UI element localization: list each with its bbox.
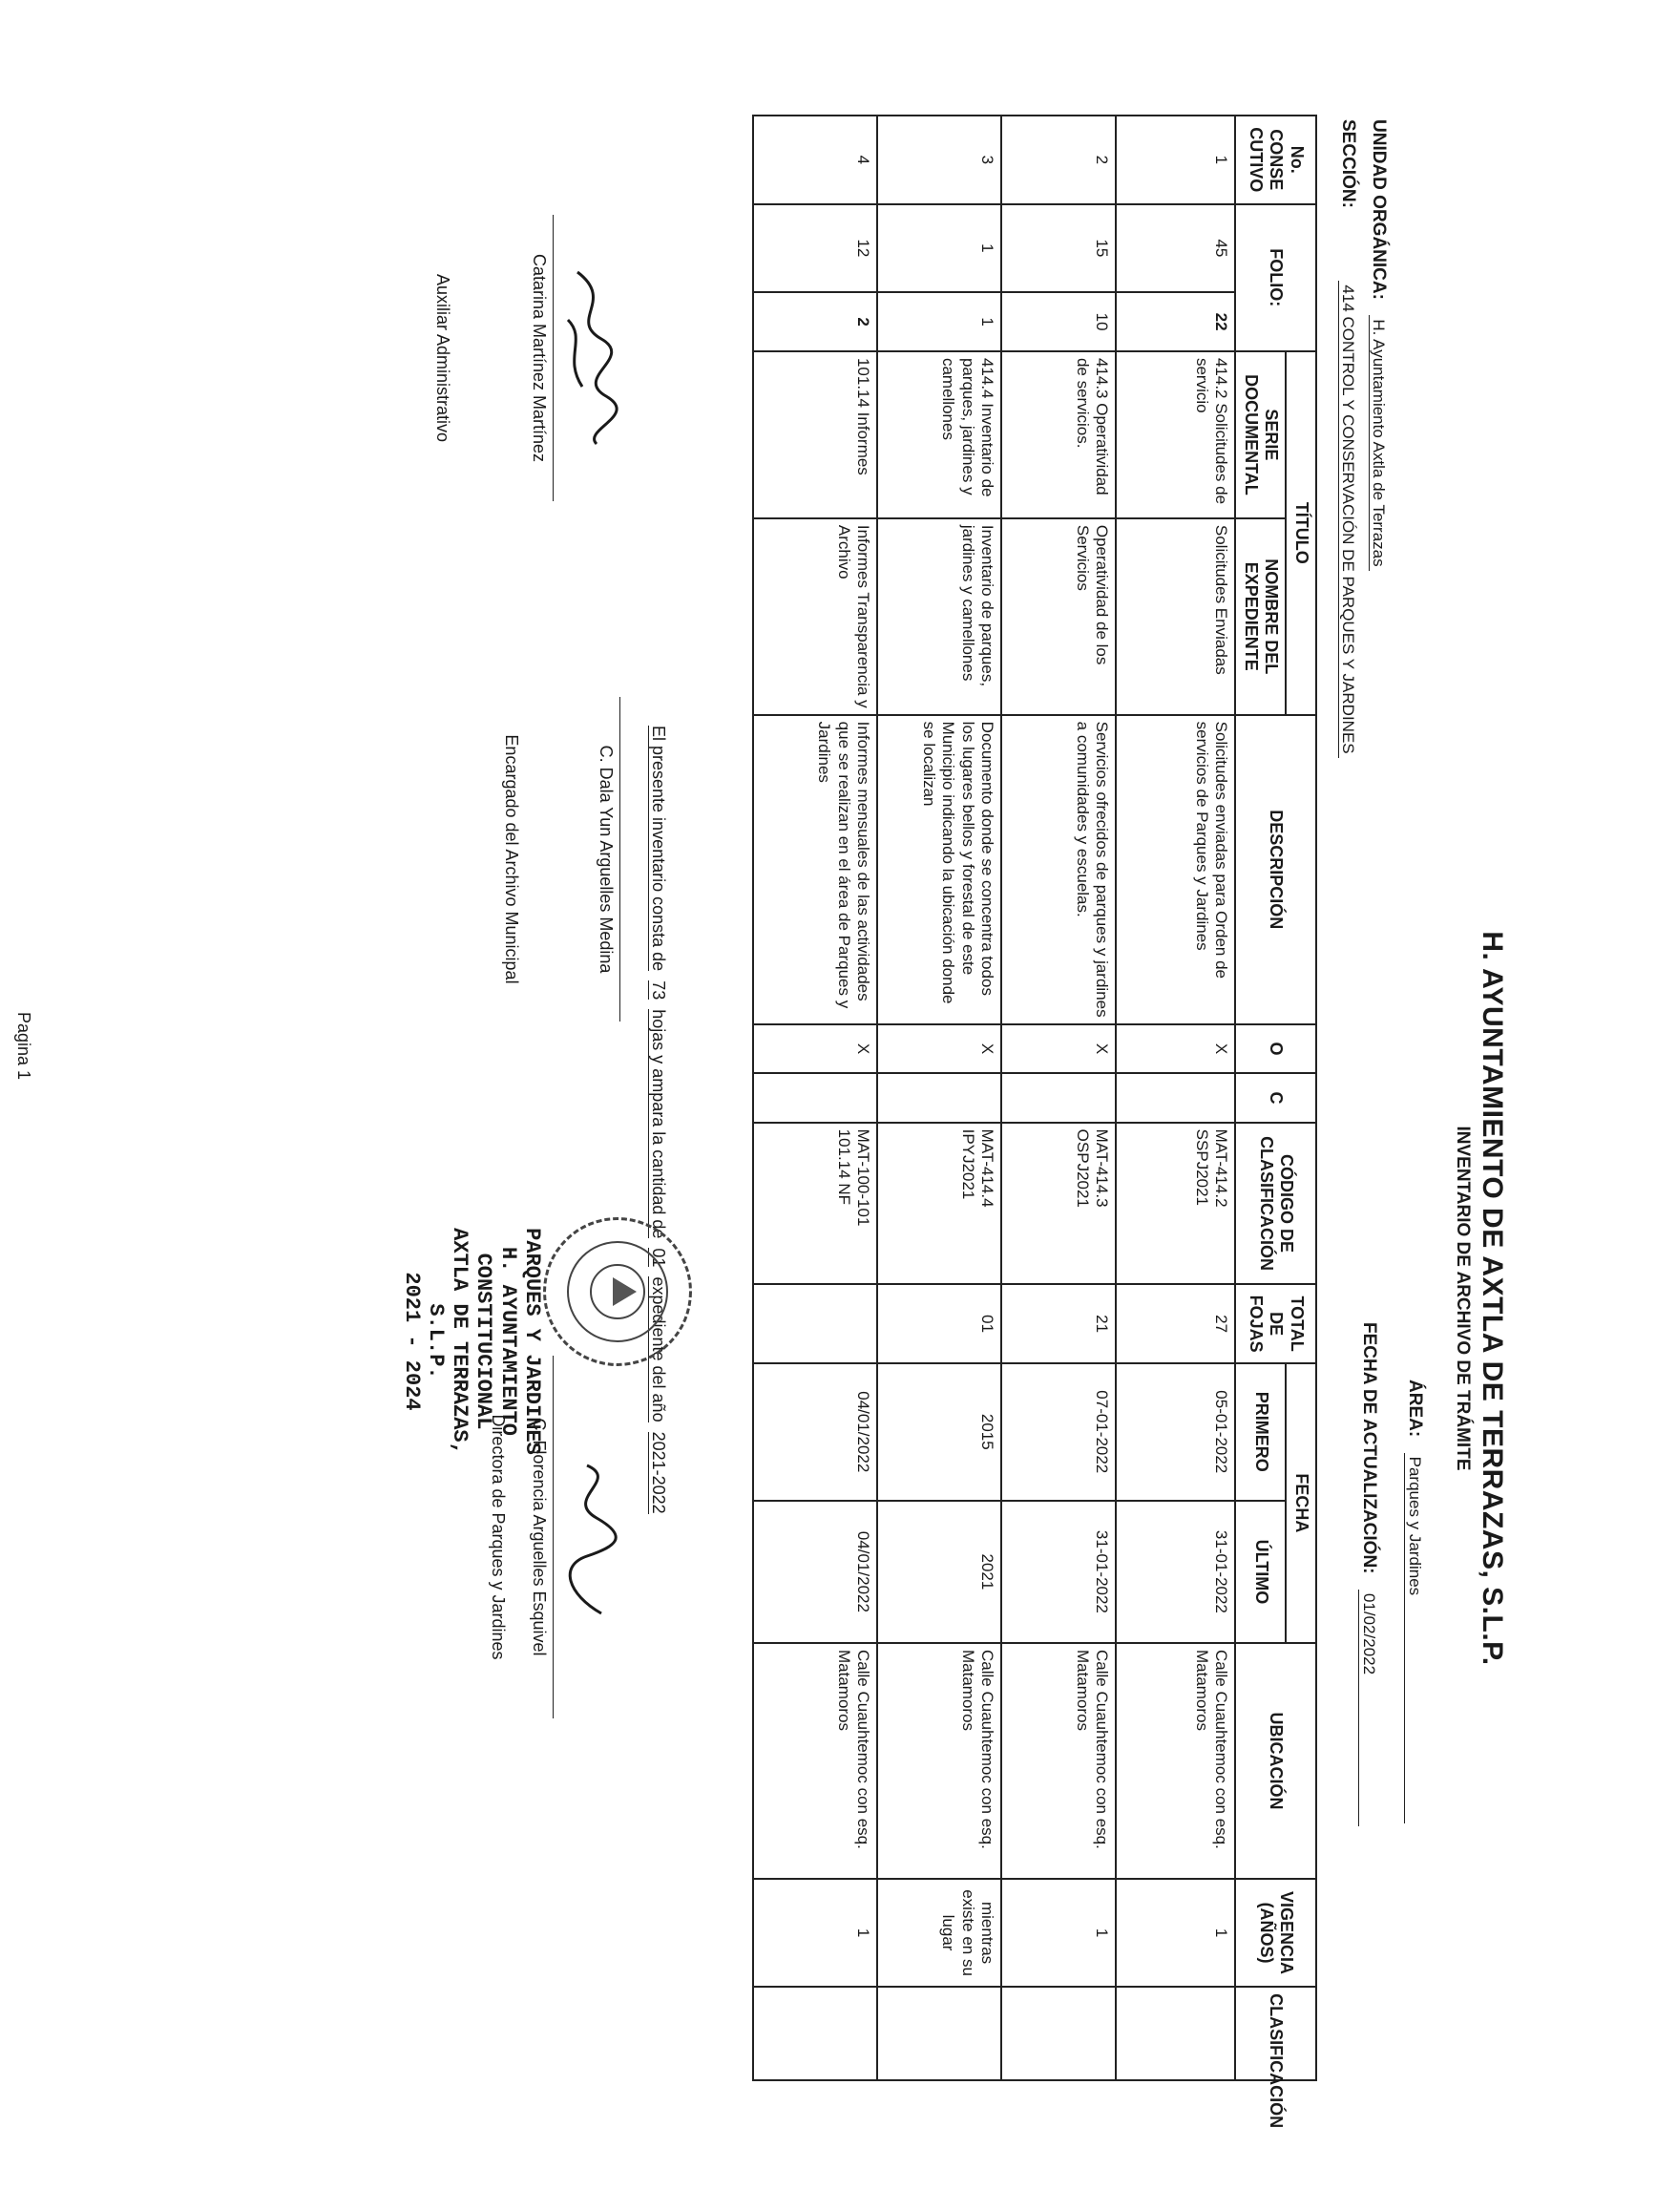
cell-c bbox=[1001, 1073, 1116, 1122]
signature-block-auxiliar bbox=[432, 215, 625, 501]
area-value: Parques y Jardines bbox=[1404, 1453, 1424, 1823]
cell-c bbox=[1116, 1073, 1235, 1122]
col-ubicacion: UBICACIÓN bbox=[1235, 1643, 1316, 1879]
col-nombre: NOMBRE DEL EXPEDIENTE bbox=[1235, 518, 1286, 715]
stamp-line: H. AYUNTAMIENTO bbox=[495, 1246, 520, 1437]
col-total: TOTAL DE FOJAS bbox=[1235, 1284, 1316, 1362]
cell-vigencia: mientras existe en su lugar bbox=[877, 1879, 1001, 1987]
note-prefix: El presente inventario consta de bbox=[649, 726, 668, 972]
cell-nombre: Inventario de parques, jardines y camellones bbox=[877, 518, 1001, 715]
cell-ultimo: 31-01-2022 bbox=[1116, 1501, 1235, 1643]
cell-clasificacion bbox=[1116, 1987, 1235, 2080]
cell-o: X bbox=[1001, 1024, 1116, 1073]
cell-total bbox=[753, 1284, 877, 1362]
note-hojas: 73 bbox=[649, 980, 668, 1001]
unidad-row bbox=[1368, 119, 1389, 571]
cell-serie: 101.14 Informes bbox=[753, 351, 877, 518]
table-row bbox=[877, 116, 1001, 2080]
cell-primero: 07-01-2022 bbox=[1001, 1363, 1116, 1501]
signature-role: Auxiliar Administrativo bbox=[433, 273, 452, 443]
cell-folio-b: 2 bbox=[753, 292, 877, 351]
cell-no: 2 bbox=[1001, 116, 1116, 204]
col-folio: FOLIO: bbox=[1235, 204, 1316, 351]
stamp-line: AXTLA DE TERRAZAS, S.L.P. bbox=[423, 1228, 472, 1455]
fecha-label: FECHA DE ACTUALIZACIÓN: bbox=[1359, 1322, 1379, 1574]
signature-role: Directora de Parques y Jardines bbox=[489, 1414, 508, 1660]
cell-descripcion: Informes mensuales de las actividades que se realizan en el área de Parques y Jardines bbox=[753, 715, 877, 1024]
cell-nombre: Solicitudes Enviadas bbox=[1116, 518, 1235, 715]
cell-no: 3 bbox=[877, 116, 1001, 204]
cell-serie: 414.3 Operatividad de servicios. bbox=[1001, 351, 1116, 518]
cell-primero: 05-01-2022 bbox=[1116, 1363, 1235, 1501]
col-vigencia: VIGENCIA (AÑOS) bbox=[1235, 1879, 1316, 1987]
cell-nombre: Operatividad de los Servicios bbox=[1001, 518, 1116, 715]
col-fecha: FECHA bbox=[1286, 1363, 1316, 1643]
note-suffix: expediente del año bbox=[649, 1276, 668, 1422]
cell-serie: 414.2 Solicitudes de servicio bbox=[1116, 351, 1235, 518]
seccion-value: 414 CONTROL Y CONSERVACIÓN DE PARQUES Y JARDINES bbox=[1338, 281, 1357, 757]
area-row bbox=[1404, 1380, 1425, 1823]
cell-ubicacion: Calle Cuauhtemoc con esq. Matamoros bbox=[753, 1643, 877, 1879]
stamp-line: 2021 - 2024 bbox=[399, 1272, 424, 1411]
seal-emblem-icon bbox=[560, 1234, 675, 1349]
cell-vigencia: 1 bbox=[1001, 1879, 1116, 1987]
area-label: ÁREA: bbox=[1405, 1380, 1425, 1438]
table-header-row bbox=[1286, 116, 1316, 2080]
cell-folio-b: 22 bbox=[1116, 292, 1235, 351]
col-descripcion: DESCRIPCIÓN bbox=[1235, 715, 1316, 1024]
handwritten-signature bbox=[558, 1451, 625, 1623]
cell-ultimo: 2021 bbox=[877, 1501, 1001, 1643]
cell-folio-a: 12 bbox=[753, 204, 877, 293]
note-anio: 2021-2022 bbox=[649, 1431, 668, 1514]
cell-ultimo: 04/01/2022 bbox=[753, 1501, 877, 1643]
cell-serie: 414.4 Inventario de parques, jardines y camellones bbox=[877, 351, 1001, 518]
cell-ultimo: 31-01-2022 bbox=[1001, 1501, 1116, 1643]
stamp-line: CONSTITUCIONAL bbox=[472, 1253, 496, 1430]
cell-ubicacion: Calle Cuauhtemoc con esq. Matamoros bbox=[1001, 1643, 1116, 1879]
cell-no: 1 bbox=[1116, 116, 1235, 204]
page-number: Pagina 1 bbox=[14, 1012, 33, 1081]
col-titulo: TÍTULO bbox=[1286, 351, 1316, 715]
col-no: No. CONSE CUTIVO bbox=[1235, 116, 1316, 204]
inventory-note bbox=[648, 726, 668, 1514]
cell-vigencia: 1 bbox=[1116, 1879, 1235, 1987]
cell-o: X bbox=[753, 1024, 877, 1073]
cell-o: X bbox=[1116, 1024, 1235, 1073]
cell-ubicacion: Calle Cuauhtemoc con esq. Matamoros bbox=[1116, 1643, 1235, 1879]
cell-primero: 2015 bbox=[877, 1363, 1001, 1501]
cell-folio-a: 15 bbox=[1001, 204, 1116, 293]
official-seal bbox=[543, 1217, 692, 1366]
cell-c bbox=[877, 1073, 1001, 1122]
fecha-value: 01/02/2022 bbox=[1358, 1590, 1378, 1826]
cell-codigo: MAT-414.4 IPYJ2021 bbox=[877, 1123, 1001, 1285]
cell-descripcion: Servicios ofrecidos de parques y jardines a comunidades y escuelas. bbox=[1001, 715, 1116, 1024]
note-expedientes: 01 bbox=[649, 1248, 668, 1268]
table-row bbox=[1001, 116, 1116, 2080]
note-middle: hojas y ampara la cantidad de bbox=[649, 1009, 668, 1239]
cell-folio-b: 10 bbox=[1001, 292, 1116, 351]
cell-total: 27 bbox=[1116, 1284, 1235, 1362]
cell-codigo: MAT-100-101 101.14 NF bbox=[753, 1123, 877, 1285]
col-codigo: CÓDIGO DE CLASIFICACIÓN bbox=[1235, 1123, 1316, 1285]
cell-c bbox=[753, 1073, 877, 1122]
cell-folio-b: 1 bbox=[877, 292, 1001, 351]
signature-name: C. Dala Yun Arguelles Medina bbox=[596, 697, 620, 1022]
fecha-row bbox=[1358, 1322, 1379, 1826]
document-subtitle: INVENTARIO DE ARCHIVO DE TRÁMITE bbox=[1453, 1126, 1473, 1471]
cell-codigo: MAT-414.2 SSPJ2021 bbox=[1116, 1123, 1235, 1285]
cell-ubicacion: Calle Cuauhtemoc con esq. Matamoros bbox=[877, 1643, 1001, 1879]
col-ultimo: ÚLTIMO bbox=[1235, 1501, 1286, 1643]
cell-clasificacion bbox=[753, 1987, 877, 2080]
col-clasificacion: CLASIFICACIÓN bbox=[1235, 1987, 1316, 2080]
signature-name: C. Florencia Arguelles Esquivel bbox=[529, 1356, 554, 1718]
unidad-label: UNIDAD ORGÁNICA: bbox=[1369, 119, 1389, 300]
inventory-table bbox=[752, 115, 1317, 2129]
cell-vigencia: 1 bbox=[753, 1879, 877, 1987]
cell-folio-a: 45 bbox=[1116, 204, 1235, 293]
signature-block-archivo bbox=[501, 697, 620, 1022]
col-o: O bbox=[1235, 1024, 1316, 1073]
cell-codigo: MAT-414.3 OSPJ2021 bbox=[1001, 1123, 1116, 1285]
seccion-label: SECCIÓN: bbox=[1338, 119, 1358, 208]
document-title: H. AYUNTAMIENTO DE AXTLA DE TERRAZAS, S.L.P. bbox=[1477, 931, 1508, 1666]
signature-role: Encargado del Archivo Municipal bbox=[502, 734, 521, 984]
unidad-value: H. Ayuntamiento Axtla de Terrazas bbox=[1369, 315, 1388, 570]
cell-descripcion: Solicitudes enviadas para Orden de servicios de Parques y Jardines bbox=[1116, 715, 1235, 1024]
table-row bbox=[1116, 116, 1235, 2080]
cell-o: X bbox=[877, 1024, 1001, 1073]
cell-clasificacion bbox=[1001, 1987, 1116, 2080]
col-primero: PRIMERO bbox=[1235, 1363, 1286, 1501]
cell-total: 21 bbox=[1001, 1284, 1116, 1362]
col-serie: SERIE DOCUMENTAL bbox=[1235, 351, 1286, 518]
cell-clasificacion bbox=[877, 1987, 1001, 2080]
signature-name: Catarina Martínez Martínez bbox=[529, 215, 554, 501]
cell-primero: 04/01/2022 bbox=[753, 1363, 877, 1501]
handwritten-signature bbox=[558, 263, 625, 453]
col-c: C bbox=[1235, 1073, 1316, 1122]
cell-folio-a: 1 bbox=[877, 204, 1001, 293]
table-row bbox=[753, 116, 877, 2080]
cell-nombre: Informes Transparencia y Archivo bbox=[753, 518, 877, 715]
parques-stamp bbox=[399, 1184, 544, 1499]
stamp-line: PARQUES Y JARDINES bbox=[520, 1228, 544, 1455]
cell-total: 01 bbox=[877, 1284, 1001, 1362]
cell-no: 4 bbox=[753, 116, 877, 204]
cell-descripcion: Documento donde se concentra todos los lugares bellos y forestal de este Municipio indicando la ubicación donde se localizan bbox=[877, 715, 1001, 1024]
seccion-row bbox=[1337, 119, 1358, 758]
